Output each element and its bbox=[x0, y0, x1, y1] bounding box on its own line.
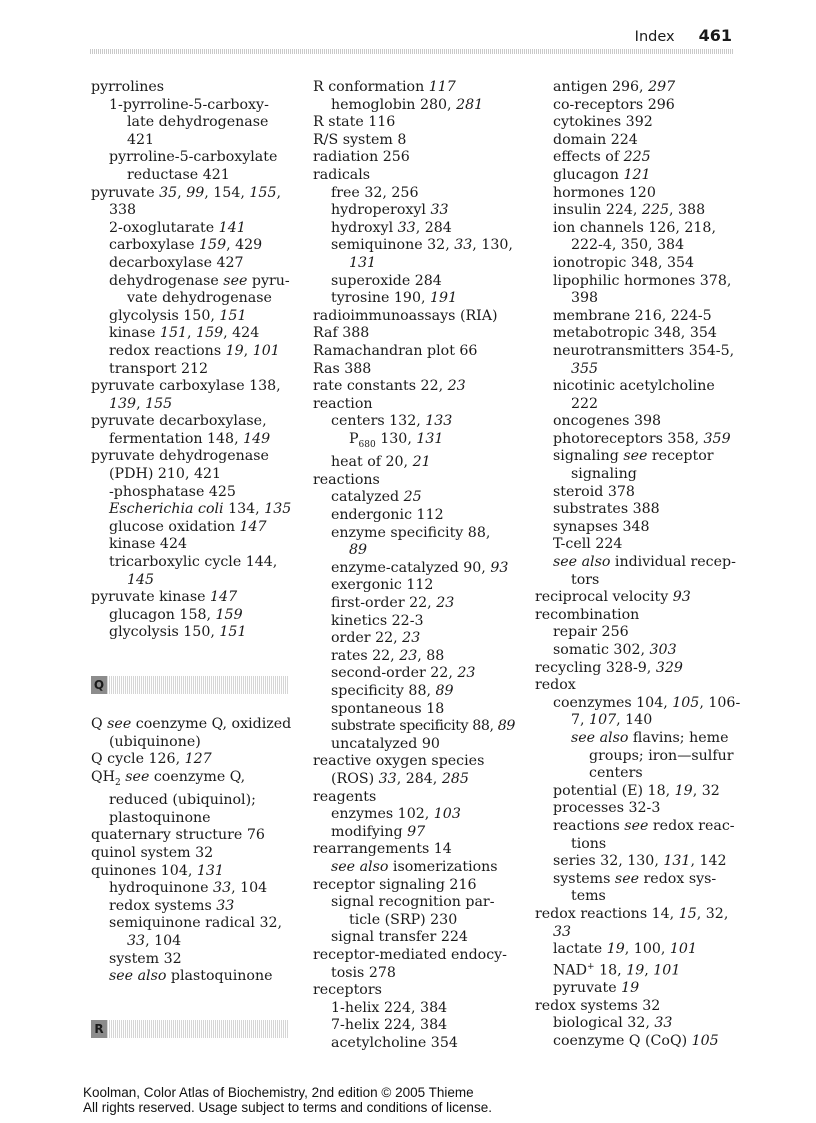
list-item: photoreceptors 358, 359 bbox=[553, 430, 731, 447]
list-item: 33, 104 bbox=[127, 932, 182, 949]
list-item: glucagon 158, 159 bbox=[109, 606, 243, 623]
list-item: glucose oxidation 147 bbox=[109, 518, 267, 535]
list-item: glycolysis 150, 151 bbox=[109, 307, 247, 324]
footer-line-1: Koolman, Color Atlas of Biochemistry, 2nd edition © 2005 Thieme bbox=[83, 1085, 474, 1100]
list-item: reaction bbox=[313, 395, 373, 412]
list-item: pyruvate 19 bbox=[553, 980, 640, 997]
list-item: kinase 151, 159, 424 bbox=[109, 325, 260, 342]
section-header-q bbox=[91, 676, 289, 694]
list-item: fermentation 148, 149 bbox=[109, 430, 271, 447]
list-item: glycolysis 150, 151 bbox=[109, 624, 247, 641]
list-item: recombination bbox=[535, 606, 640, 623]
list-item: tions bbox=[571, 835, 607, 852]
running-header bbox=[635, 26, 732, 45]
list-item: metabotropic 348, 354 bbox=[553, 325, 717, 342]
list-item: 1-pyrroline-5-carboxy- bbox=[109, 96, 269, 113]
list-item: reactions see redox reac- bbox=[553, 817, 735, 834]
list-item: modifying 97 bbox=[331, 823, 426, 840]
list-item: reductase 421 bbox=[127, 166, 230, 183]
list-item: signal transfer 224 bbox=[331, 929, 468, 946]
list-item: spontaneous 18 bbox=[331, 700, 445, 717]
list-item: effects of 225 bbox=[553, 149, 651, 166]
header-title: Index bbox=[634, 29, 675, 45]
list-item: dehydrogenase see pyru- bbox=[109, 272, 290, 289]
list-item: pyrrolines bbox=[91, 79, 165, 95]
list-item: heat of 20, 21 bbox=[331, 454, 431, 471]
list-item: acetylcholine 354 bbox=[331, 1034, 458, 1051]
list-item: pyrroline-5-carboxylate bbox=[109, 149, 278, 166]
list-item: Ramachandran plot 66 bbox=[313, 342, 478, 359]
list-item: Raf 388 bbox=[313, 325, 370, 342]
list-item: 2-oxoglutarate 141 bbox=[109, 219, 246, 236]
list-item: lipophilic hormones 378, bbox=[553, 272, 732, 289]
list-item: ion channels 126, 218, bbox=[553, 219, 716, 236]
list-item: receptors bbox=[313, 982, 382, 999]
list-item: endergonic 112 bbox=[331, 507, 444, 524]
list-item: synapses 348 bbox=[553, 518, 650, 535]
list-item: $P_{680}$ 130, 131 bbox=[349, 430, 444, 450]
list-item: uncatalyzed 90 bbox=[331, 735, 440, 752]
list-item: substrate specificity 88, 89 bbox=[331, 718, 516, 735]
list-item: see also plastoquinone bbox=[109, 968, 273, 985]
list-item: domain 224 bbox=[553, 131, 638, 148]
list-item: 139, 155 bbox=[109, 395, 173, 412]
list-item: quinones 104, 131 bbox=[91, 862, 224, 879]
list-item: signaling bbox=[571, 466, 637, 483]
list-item: hormones 120 bbox=[553, 184, 656, 201]
list-item: carboxylase 159, 429 bbox=[109, 237, 263, 254]
list-item: second-order 22, 23 bbox=[331, 665, 476, 682]
list-item: 89 bbox=[349, 542, 368, 559]
list-item: Ras 388 bbox=[313, 360, 372, 377]
list-item: (ROS) 33, 284, 285 bbox=[331, 770, 469, 787]
list-item: 355 bbox=[571, 360, 599, 377]
list-item: quaternary structure 76 bbox=[91, 827, 265, 844]
list-item: quinol system 32 bbox=[91, 844, 214, 861]
list-item: nicotinic acetylcholine bbox=[553, 378, 715, 395]
list-item: transport 212 bbox=[109, 360, 209, 377]
list-item: hydroperoxyl 33 bbox=[331, 202, 449, 219]
list-item: semiquinone 32, 33, 130, bbox=[331, 237, 513, 254]
list-item: kinase 424 bbox=[109, 536, 187, 553]
list-item: redox systems 33 bbox=[109, 897, 235, 914]
section-header-r bbox=[91, 1020, 289, 1038]
list-item: free 32, 256 bbox=[331, 184, 419, 201]
list-item: cytokines 392 bbox=[553, 114, 653, 131]
page-number: 461 bbox=[698, 26, 732, 45]
list-item: receptor signaling 216 bbox=[313, 876, 477, 893]
list-item: biological 32, 33 bbox=[553, 1015, 673, 1032]
list-item: 398 bbox=[571, 290, 599, 307]
list-item: 1-helix 224, 384 bbox=[331, 999, 448, 1016]
list-item: $QH_2$ see coenzyme Q, bbox=[91, 768, 246, 788]
list-item: 222-4, 350, 384 bbox=[571, 237, 685, 254]
list-item: system 32 bbox=[109, 950, 182, 967]
list-item: (PDH) 210, 421 bbox=[109, 466, 222, 483]
list-item: pyruvate dehydrogenase bbox=[91, 448, 269, 465]
list-item: 131 bbox=[349, 254, 377, 271]
list-item: tems bbox=[571, 888, 606, 905]
list-item: 338 bbox=[109, 202, 137, 219]
index-column-3 bbox=[535, 79, 741, 1050]
list-item: 421 bbox=[127, 131, 155, 148]
list-item: enzyme-catalyzed 90, 93 bbox=[331, 559, 509, 576]
list-item: repair 256 bbox=[553, 624, 629, 641]
list-item: hydroxyl 33, 284 bbox=[331, 219, 452, 236]
list-item: pyruvate carboxylase 138, bbox=[91, 378, 281, 395]
header-rule bbox=[90, 49, 734, 54]
list-item: series 32, 130, 131, 142 bbox=[553, 853, 727, 870]
list-item: T-cell 224 bbox=[553, 536, 623, 553]
list-item: redox reactions 19, 101 bbox=[109, 342, 280, 359]
list-item: oncogenes 398 bbox=[553, 413, 662, 430]
list-item: decarboxylase 427 bbox=[109, 254, 244, 271]
list-item: reactions bbox=[313, 471, 380, 488]
list-item: Q cycle 126, 127 bbox=[91, 751, 212, 768]
list-item: groups; iron—sulfur bbox=[589, 747, 734, 764]
list-item: ticle (SRP) 230 bbox=[349, 911, 458, 928]
list-item: see also individual recep- bbox=[553, 554, 736, 571]
list-item: enzyme specificity 88, bbox=[331, 524, 491, 541]
list-item: reciprocal velocity 93 bbox=[535, 589, 691, 606]
list-item: insulin 224, 225, 388 bbox=[553, 202, 706, 219]
footer-line-2: All rights reserved. Usage subject to terms and conditions of license. bbox=[83, 1100, 492, 1115]
list-item: NAD+ 18, 19, 101 bbox=[553, 961, 681, 979]
list-item: receptor-mediated endocy- bbox=[313, 946, 507, 963]
list-item: ionotropic 348, 354 bbox=[553, 254, 695, 271]
list-item: (ubiquinone) bbox=[109, 733, 201, 750]
list-item: tosis 278 bbox=[331, 964, 396, 981]
list-item: 145 bbox=[127, 571, 155, 588]
list-item: signaling see receptor bbox=[553, 448, 714, 465]
list-item: reduced (ubiquinol); bbox=[109, 792, 256, 809]
list-item: rearrangements 14 bbox=[313, 841, 452, 858]
list-item: late dehydrogenase bbox=[127, 114, 269, 131]
list-item: tricarboxylic cycle 144, bbox=[109, 554, 278, 571]
list-item: signal recognition par- bbox=[331, 894, 495, 911]
list-item: glucagon 121 bbox=[553, 166, 651, 183]
index-column-2 bbox=[313, 79, 516, 1052]
list-item: radiation 256 bbox=[313, 149, 410, 166]
list-item: Q see coenzyme Q, oxidized bbox=[91, 716, 292, 732]
list-item: semiquinone radical 32, bbox=[109, 915, 283, 932]
list-item: 222 bbox=[571, 395, 599, 412]
list-item: see also flavins; heme bbox=[571, 729, 729, 746]
list-item: R/S system 8 bbox=[313, 131, 407, 148]
list-item: enzymes 102, 103 bbox=[331, 806, 461, 823]
list-item: see also isomerizations bbox=[331, 858, 498, 875]
list-item: redox bbox=[535, 677, 576, 694]
list-item: Escherichia coli 134, 135 bbox=[109, 501, 292, 518]
list-item: centers 132, 133 bbox=[331, 413, 453, 430]
list-item: membrane 216, 224-5 bbox=[553, 307, 712, 324]
section-letter: Q bbox=[91, 676, 107, 694]
list-item: exergonic 112 bbox=[331, 577, 434, 594]
list-item: processes 32-3 bbox=[553, 800, 661, 817]
list-item: steroid 378 bbox=[553, 483, 635, 500]
list-item: pyruvate 35, 99, 154, 155, bbox=[91, 184, 281, 201]
list-item: lactate 19, 100, 101 bbox=[553, 941, 697, 958]
list-item: specificity 88, 89 bbox=[331, 683, 454, 700]
list-item: tyrosine 190, 191 bbox=[331, 290, 458, 307]
list-item: pyruvate kinase 147 bbox=[91, 589, 238, 606]
list-item: rate constants 22, 23 bbox=[313, 378, 466, 395]
list-item: 7, 107, 140 bbox=[571, 712, 653, 729]
list-item: superoxide 284 bbox=[331, 272, 442, 289]
index-column-1 bbox=[91, 79, 291, 1060]
list-item: potential (E) 18, 19, 32 bbox=[553, 782, 720, 799]
list-item: redox systems 32 bbox=[535, 997, 661, 1014]
list-item: neurotransmitters 354-5, bbox=[553, 342, 735, 359]
list-item: radioimmunoassays (RIA) bbox=[313, 307, 498, 324]
list-item: hemoglobin 280, 281 bbox=[331, 96, 484, 113]
list-item: coenzymes 104, 105, 106- bbox=[553, 694, 741, 711]
list-item: 7-helix 224, 384 bbox=[331, 1017, 448, 1034]
list-item: systems see redox sys- bbox=[553, 870, 717, 887]
list-item: R conformation 117 bbox=[313, 79, 456, 95]
list-item: coenzyme Q (CoQ) 105 bbox=[553, 1032, 719, 1049]
list-item: rates 22, 23, 88 bbox=[331, 647, 445, 664]
list-item: R state 116 bbox=[313, 114, 396, 131]
list-item: catalyzed 25 bbox=[331, 489, 422, 506]
list-item: reagents bbox=[313, 788, 377, 805]
list-item: reactive oxygen species bbox=[313, 753, 485, 770]
list-item: hydroquinone 33, 104 bbox=[109, 880, 268, 897]
list-item: -phosphatase 425 bbox=[109, 483, 236, 500]
list-item: 33 bbox=[553, 923, 572, 940]
list-item: first-order 22, 23 bbox=[331, 595, 455, 612]
list-item: redox reactions 14, 15, 32, bbox=[535, 905, 729, 922]
list-item: recycling 328-9, 329 bbox=[535, 659, 683, 676]
list-item: kinetics 22-3 bbox=[331, 612, 424, 629]
list-item: co-receptors 296 bbox=[553, 96, 675, 113]
list-item: substrates 388 bbox=[553, 501, 660, 518]
list-item: antigen 296, 297 bbox=[553, 79, 676, 95]
list-item: centers bbox=[589, 765, 643, 782]
list-item: plastoquinone bbox=[109, 809, 211, 826]
footer-copyright bbox=[83, 1085, 492, 1115]
list-item: vate dehydrogenase bbox=[127, 290, 272, 307]
list-item: radicals bbox=[313, 166, 371, 183]
list-item: pyruvate decarboxylase, bbox=[91, 413, 267, 430]
list-item: order 22, 23 bbox=[331, 630, 421, 647]
list-item: somatic 302, 303 bbox=[553, 642, 677, 658]
section-letter: R bbox=[91, 1020, 107, 1038]
list-item: tors bbox=[571, 571, 600, 588]
